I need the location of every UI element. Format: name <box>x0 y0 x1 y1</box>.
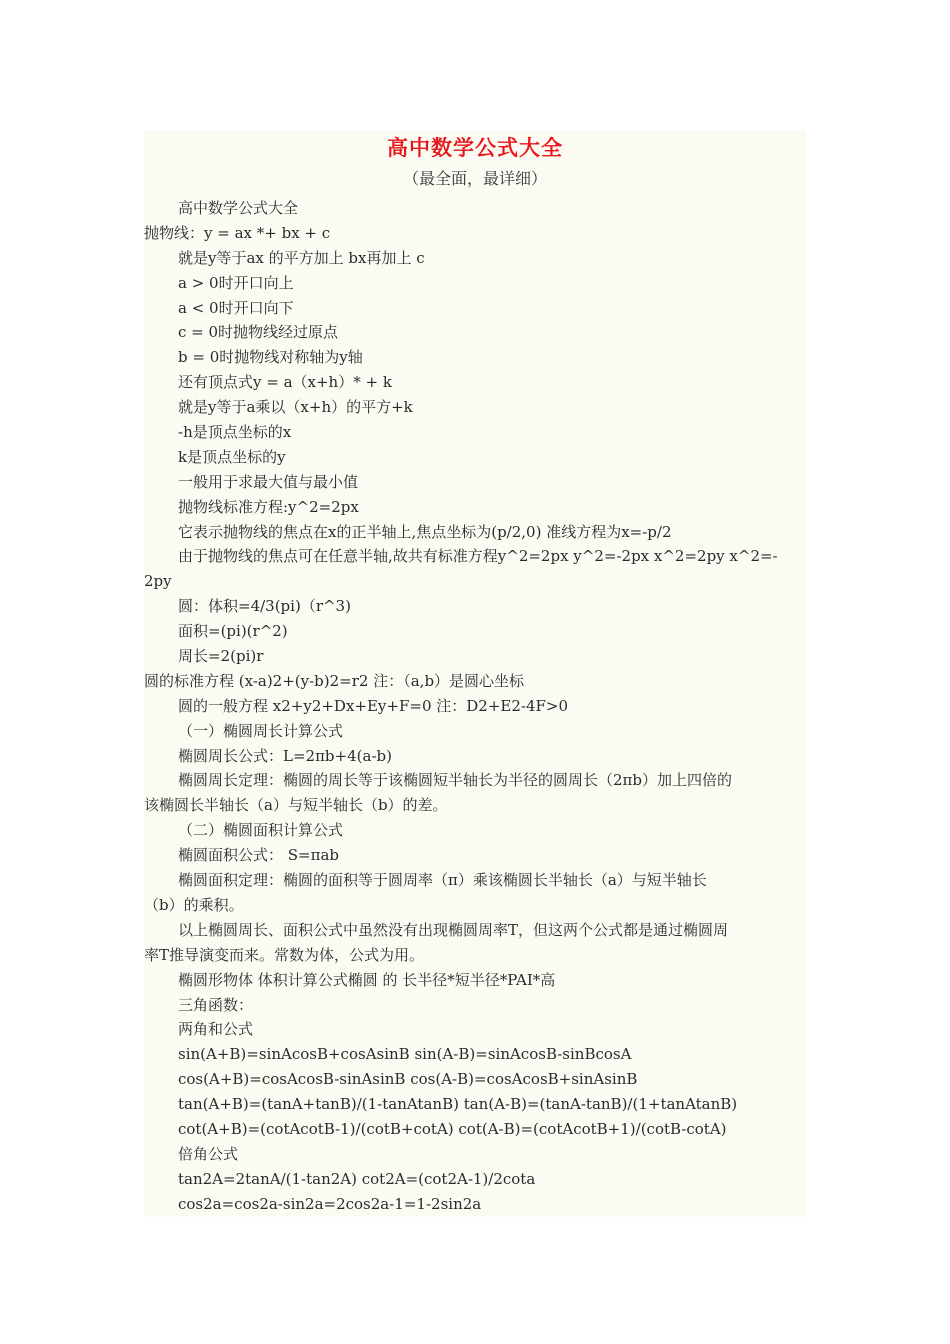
text-line: 抛物线：y = ax *+ bx + c <box>144 223 331 242</box>
text-line: k是顶点坐标的y <box>178 447 286 466</box>
document-title: 高中数学公式大全 <box>387 135 563 160</box>
text-line: 一般用于求最大值与最小值 <box>178 472 359 491</box>
text-line: （二）椭圆面积计算公式 <box>178 821 344 840</box>
text-line: c = 0时抛物线经过原点 <box>178 323 339 342</box>
text-line: 两角和公式 <box>178 1020 254 1039</box>
document-subtitle: （最全面，最详细） <box>402 169 547 188</box>
text-line: 周长=2(pi)r <box>178 647 264 666</box>
text-line: 2py <box>144 572 172 591</box>
text-line: （b）的乘积。 <box>144 895 244 914</box>
text-line: tan2A=2tanA/(1-tan2A) cot2A=(cot2A-1)/2cota <box>178 1169 536 1188</box>
document-body <box>144 196 804 1217</box>
text-line: 高中数学公式大全 <box>178 199 299 217</box>
text-line: 椭圆面积公式： S=πab <box>178 846 340 865</box>
text-line: 率T推导演变而来。常数为体，公式为用。 <box>144 945 425 964</box>
text-line: 圆的标准方程 (x-a)2+(y-b)2=r2 注：（a,b）是圆心坐标 <box>144 671 525 690</box>
text-line: sin(A+B)=sinAcosB+cosAsinB sin(A-B)=sinAcosB-sinBcosA <box>178 1045 632 1064</box>
text-line: cos2a=cos2a-sin2a=2cos2a-1=1-2sin2a <box>178 1194 482 1213</box>
text-line: a > 0时开口向上 <box>178 273 294 292</box>
text-line: cos(A+B)=cosAcosB-sinAsinB cos(A-B)=cosAcosB+sinAsinB <box>178 1070 638 1089</box>
text-line: 椭圆周长公式：L=2πb+4(a-b) <box>178 746 392 765</box>
text-line: 还有顶点式y = a（x+h）* + k <box>178 373 392 392</box>
text-line: 该椭圆长半轴长（a）与短半轴长（b）的差。 <box>144 796 448 815</box>
text-line: 抛物线标准方程:y^2=2px <box>178 497 359 516</box>
text-line: 椭圆形物体 体积计算公式椭圆 的 长半径*短半径*PAI*高 <box>178 970 556 989</box>
text-line: a < 0时开口向下 <box>178 298 294 317</box>
text-line: 就是y等于ax 的平方加上 bx再加上 c <box>178 248 425 267</box>
text-line: 三角函数： <box>178 995 254 1014</box>
text-line: 圆的一般方程 x2+y2+Dx+Ey+F=0 注：D2+E2-4F>0 <box>178 696 569 715</box>
text-line: b = 0时抛物线对称轴为y轴 <box>178 348 363 367</box>
text-line: 由于抛物线的焦点可在任意半轴,故共有标准方程y^2=2px y^2=-2px x^2=2py x^2=- <box>178 547 778 566</box>
text-line: 倍角公式 <box>178 1144 239 1163</box>
text-line: 面积=(pi)(r^2) <box>178 622 288 641</box>
text-line: tan(A+B)=(tanA+tanB)/(1-tanAtanB) tan(A-B)=(tanA-tanB)/(1+tanAtanB) <box>178 1095 738 1114</box>
text-line: 椭圆面积定理：椭圆的面积等于圆周率（π）乘该椭圆长半轴长（a）与短半轴长 <box>178 871 707 890</box>
text-line: cot(A+B)=(cotAcotB-1)/(cotB+cotA) cot(A-B)=(cotAcotB+1)/(cotB-cotA) <box>178 1119 727 1138</box>
text-line: 圆：体积=4/3(pi)（r^3) <box>178 597 351 616</box>
text-line: 它表示抛物线的焦点在x的正半轴上,焦点坐标为(p/2,0) 准线方程为x=-p/2 <box>178 522 672 541</box>
text-line: -h是顶点坐标的x <box>178 423 292 442</box>
text-line: 以上椭圆周长、面积公式中虽然没有出现椭圆周率T，但这两个公式都是通过椭圆周 <box>178 920 729 939</box>
text-line: 椭圆周长定理：椭圆的周长等于该椭圆短半轴长为半径的圆周长（2πb）加上四倍的 <box>178 771 733 790</box>
text-line: （一）椭圆周长计算公式 <box>178 721 344 740</box>
text-line: 就是y等于a乘以（x+h）的平方+k <box>178 398 413 417</box>
